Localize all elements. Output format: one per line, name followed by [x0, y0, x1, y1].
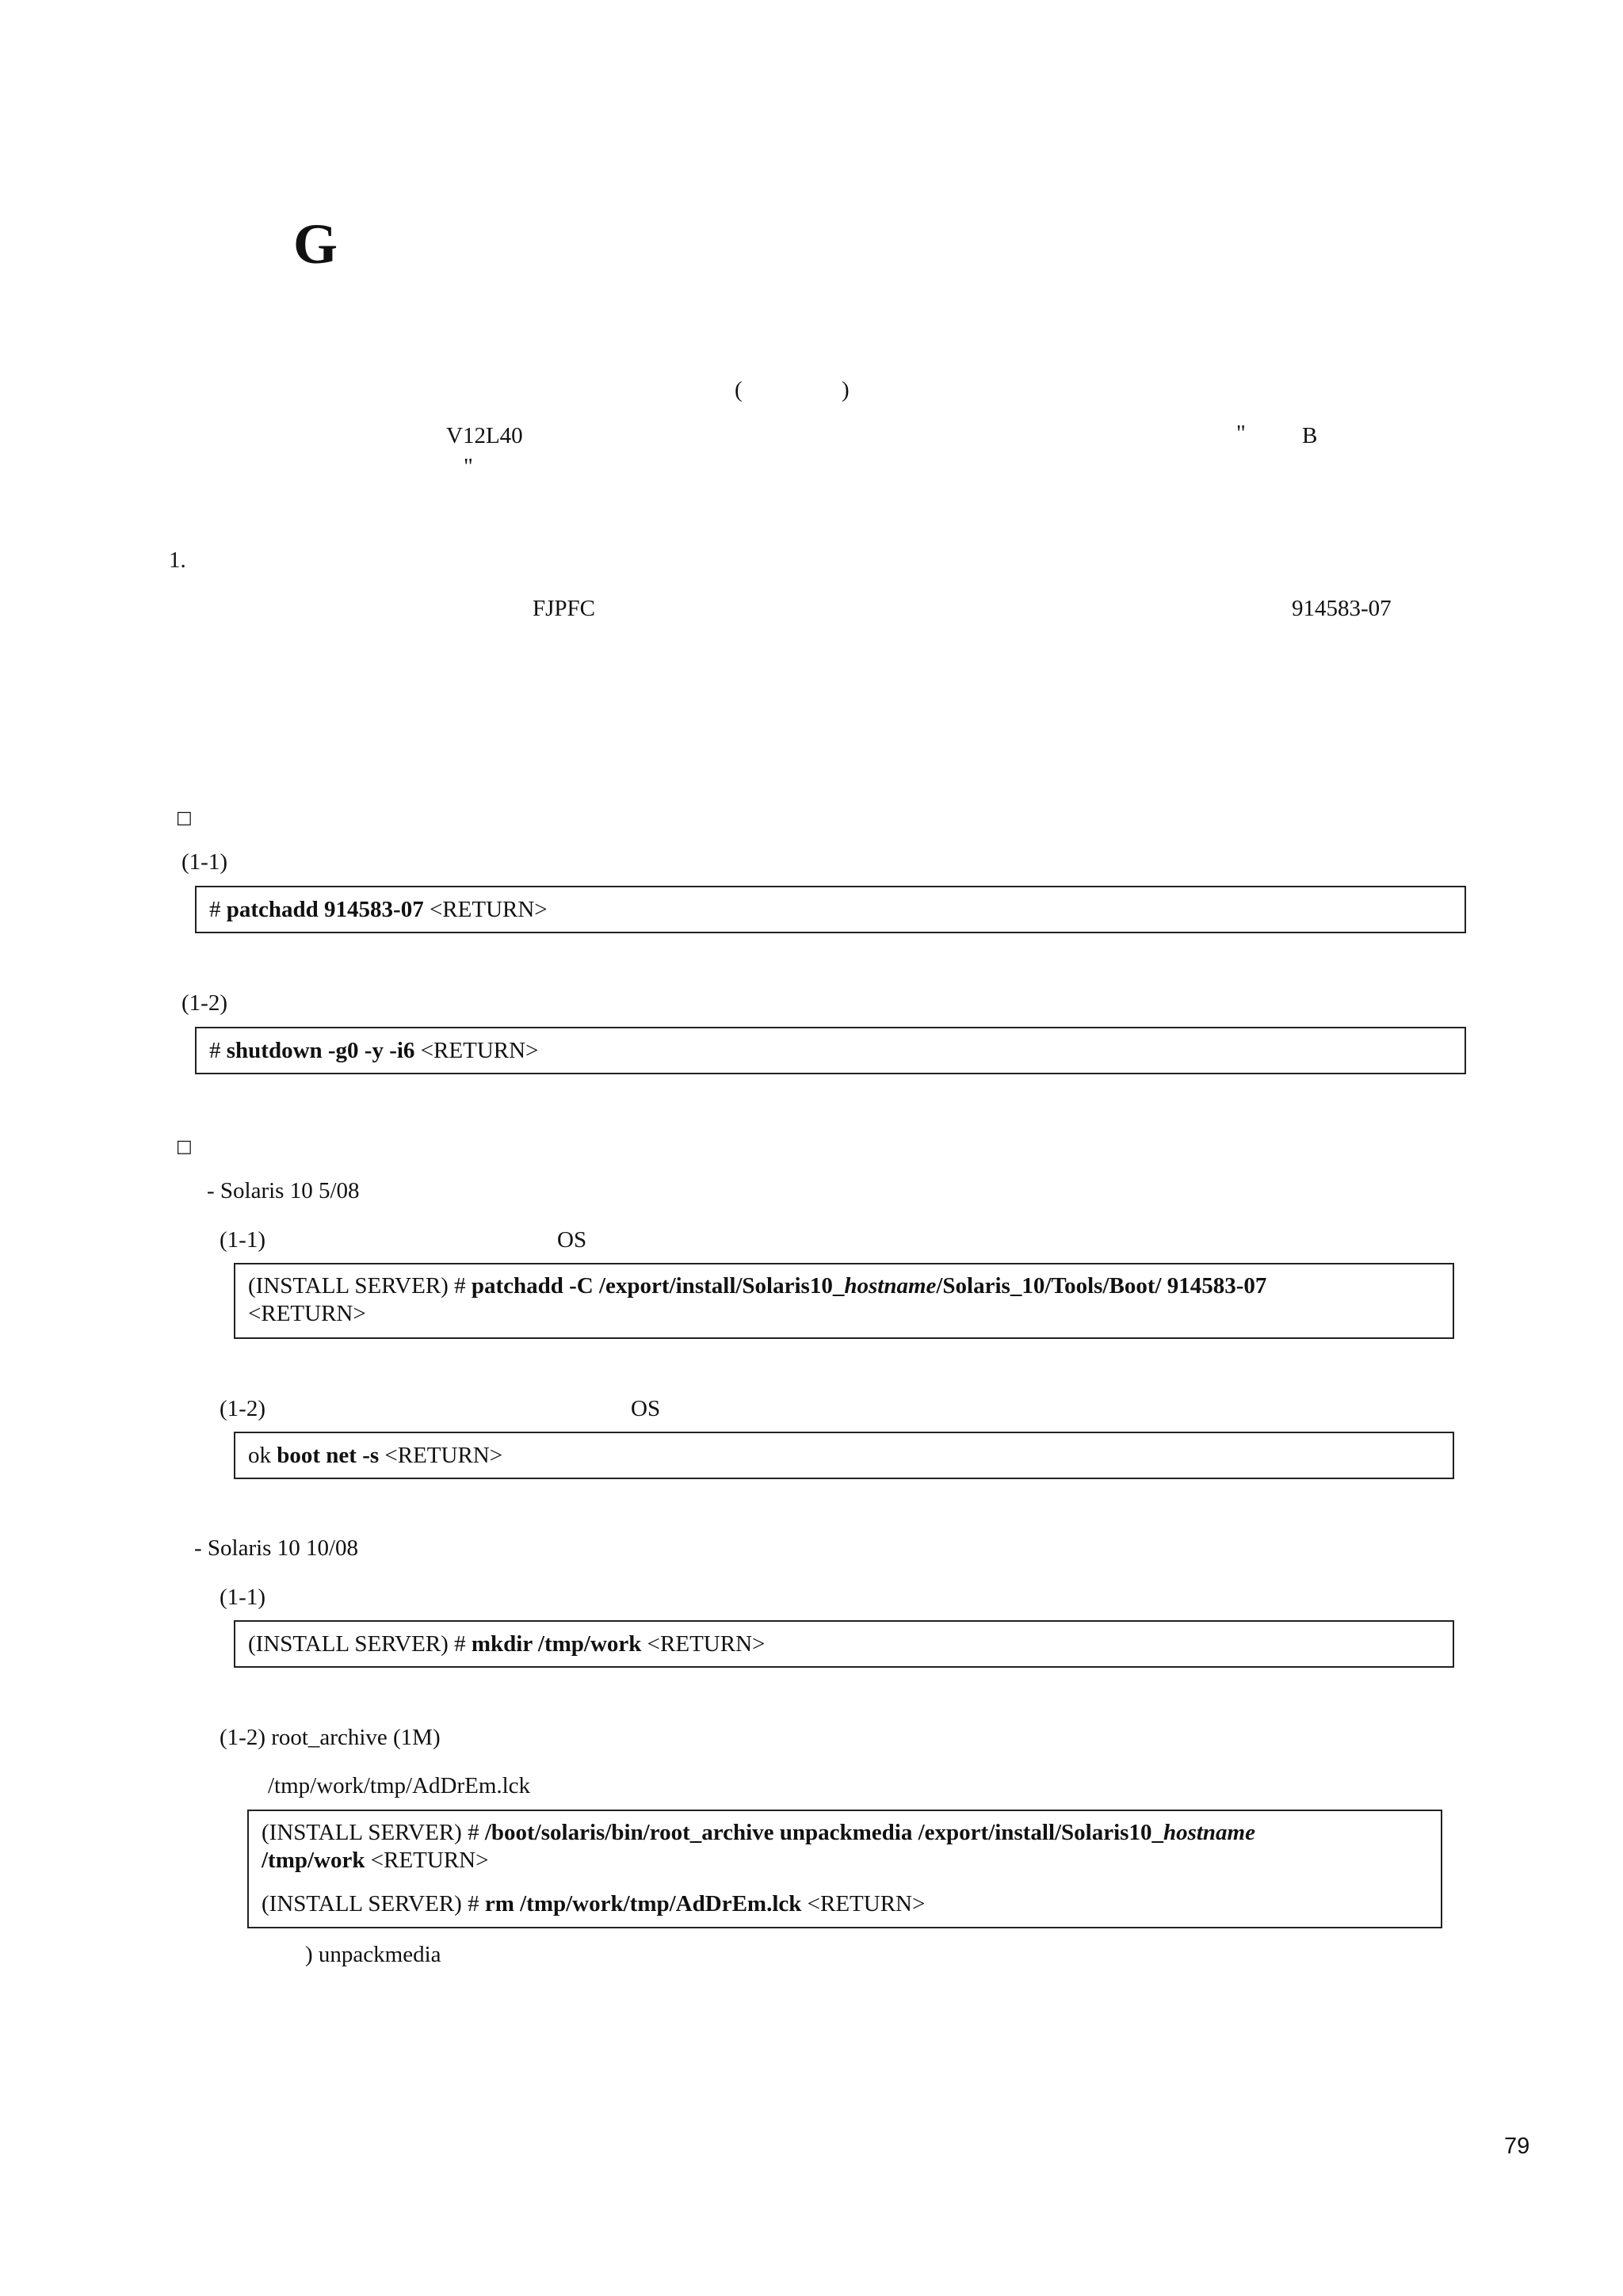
paren-open: (	[735, 377, 743, 402]
quote-close: "	[464, 454, 473, 479]
command-text: mkdir /tmp/work	[471, 1631, 642, 1657]
command-text: patchadd -C /export/install/Solaris10_hostname/Solaris_10/Tools/Boot/ 914583-07	[471, 1273, 1267, 1299]
version-label: V12L40	[446, 423, 523, 448]
package-name: FJPFC	[533, 596, 596, 621]
bullet-square: □	[176, 808, 193, 828]
command-box: # shutdown -g0 -y -i6 <RETURN>	[195, 1027, 1466, 1074]
os-label: OS	[557, 1227, 587, 1253]
note-text: ) unpackmedia	[305, 1942, 441, 1967]
os-label: OS	[631, 1396, 661, 1421]
command-box: (INSTALL SERVER) # mkdir /tmp/work <RETURN>	[234, 1620, 1454, 1668]
b-letter: B	[1302, 423, 1318, 448]
command-text: shutdown -g0 -y -i6	[226, 1038, 415, 1063]
quote-open: "	[1236, 421, 1246, 446]
command-text: patchadd 914583-07	[226, 897, 424, 922]
step-label: (1-1)	[220, 1227, 265, 1253]
step-label: (1-1)	[181, 849, 227, 875]
step-label: (1-2) root_archive (1M)	[220, 1725, 441, 1750]
command-text: rm /tmp/work/tmp/AdDrEm.lck	[484, 1891, 802, 1917]
subsection-title: - Solaris 10 5/08	[207, 1178, 360, 1203]
command-text: /boot/solaris/bin/root_archive unpackmedia /export/install/Solaris10_hostname	[484, 1820, 1255, 1845]
step-label: (1-2)	[181, 990, 227, 1016]
command-box: ok boot net -s <RETURN>	[234, 1432, 1454, 1479]
step-number: 1.	[169, 547, 186, 573]
step-label: (1-2)	[220, 1396, 265, 1421]
command-text: boot net -s	[277, 1443, 380, 1468]
step-label: (1-1)	[220, 1585, 265, 1610]
command-box: (INSTALL SERVER) # /boot/solaris/bin/root_archive unpackmedia /export/install/Solaris10_hostname /tmp/work <RETURN> (INSTALL SERVER) # rm /tmp/work/tmp/AdDrEm.lck <RETURN>	[247, 1810, 1442, 1928]
bullet-square: □	[176, 1137, 193, 1157]
subsection-title: - Solaris 10 10/08	[194, 1535, 359, 1561]
command-box: # patchadd 914583-07 <RETURN>	[195, 886, 1466, 933]
page-number: 79	[1504, 2134, 1530, 2159]
command-box: (INSTALL SERVER) # patchadd -C /export/install/Solaris10_hostname/Solaris_10/Tools/Boot/ 914583-07 <RETURN>	[234, 1263, 1454, 1339]
section-heading: G	[293, 212, 338, 276]
patch-id: 914583-07	[1292, 596, 1392, 621]
paren-close: )	[842, 377, 850, 402]
file-path: /tmp/work/tmp/AdDrEm.lck	[268, 1773, 531, 1798]
